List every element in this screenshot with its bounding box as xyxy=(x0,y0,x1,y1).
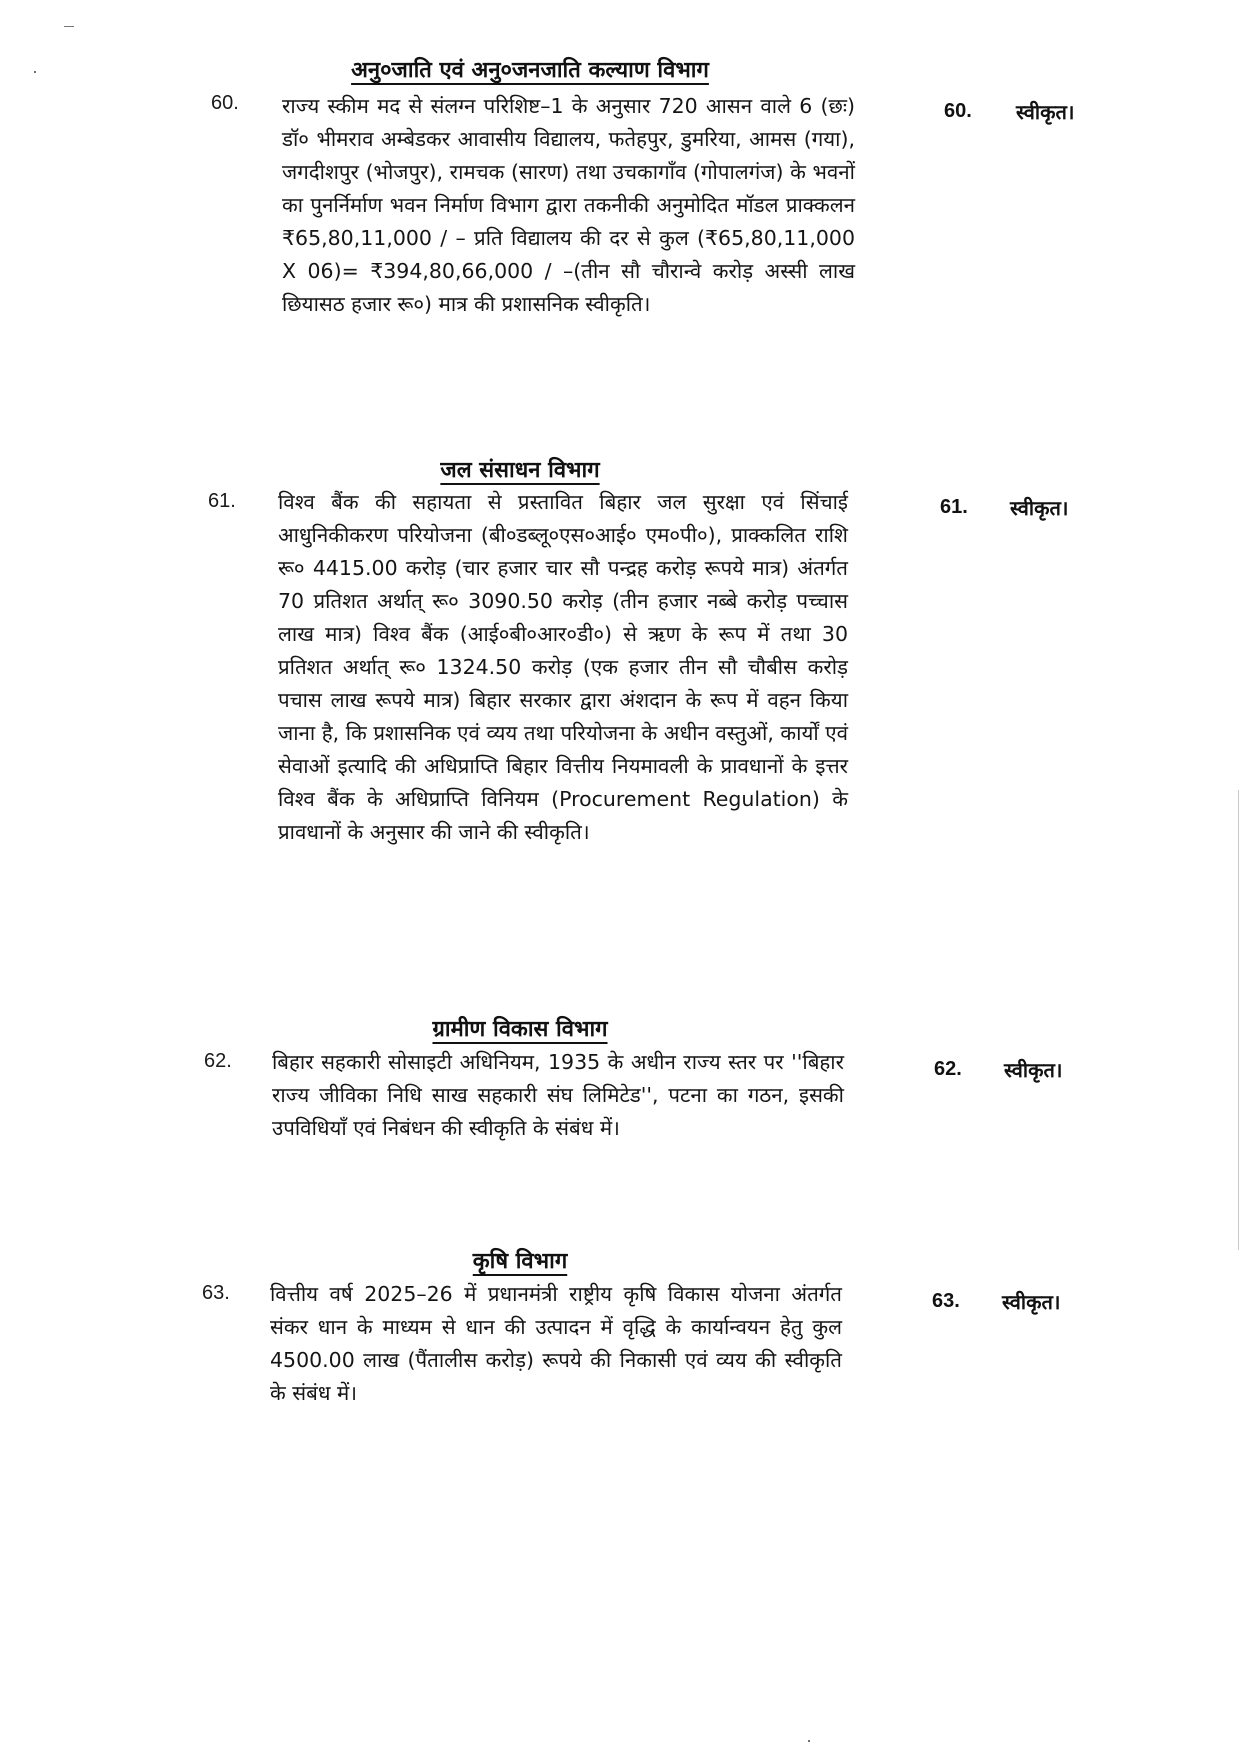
item-description: बिहार सहकारी सोसाइटी अधिनियम, 1935 के अधीन राज्य स्तर पर ''बिहार राज्य जीविका निधि साख सहकारी संघ लिमिटेड'', पटना का गठन, इसकी उपविधियाँ एवं निबंधन की स्वीकृति के संबंध में। xyxy=(272,1050,844,1140)
scan-mark xyxy=(808,1740,810,1742)
decision-status: स्वीकृत। xyxy=(1002,1290,1061,1314)
decision-number: 63. xyxy=(932,1290,960,1312)
decision-number: 62. xyxy=(934,1058,962,1080)
department-heading: जल संसाधन विभाग xyxy=(440,458,600,483)
decision-number: 61. xyxy=(940,496,968,518)
department-heading: कृषि विभाग xyxy=(472,1249,568,1274)
department-heading: अनु०जाति एवं अनु०जनजाति कल्याण विभाग xyxy=(351,58,709,83)
decision-status: स्वीकृत। xyxy=(1016,100,1075,124)
department-heading: ग्रामीण विकास विभाग xyxy=(432,1017,608,1042)
scan-edge xyxy=(1238,790,1239,1250)
item-number: 60. xyxy=(211,92,239,114)
item-number: 61. xyxy=(208,490,236,512)
item-number: 62. xyxy=(204,1050,232,1072)
decision-status: स्वीकृत। xyxy=(1010,496,1069,520)
item-description: विश्व बैंक की सहायता से प्रस्तावित बिहार जल सुरक्षा एवं सिंचाई आधुनिकीकरण परियोजना (बी०डब्लू०एस०आई० एम०पी०), प्राक्कलित राशि रू० 4415.00 करोड़ (चार हजार चार सौ पन्द्रह करोड़ रूपये मात्र) अंतर्गत 70 प्रतिशत अर्थात् रू० 3090.50 करोड़ (तीन हजार नब्बे करोड़ पच्चास लाख मात्र) विश्व बैंक (आई०बी०आर०डी०) से ऋण के रूप में तथा 30 प्रतिशत अर्थात् रू० 1324.50 करोड़ (एक हजार तीन सौ चौबीस करोड़ पचास लाख रूपये मात्र) बिहार सरकार द्वारा अंशदान के रूप में वहन किया जाना है, कि प्रशासनिक एवं व्यय तथा परियोजना के अधीन वस्तुओं, कार्यों एवं सेवाओं इत्यादि की अधिप्राप्ति बिहार वित्तीय नियमावली के प्रावधानों के इत्तर विश्व बैंक के अधिप्राप्ति विनियम (Procurement Regulation) के प्रावधानों के अनुसार की जाने की स्वीकृति। xyxy=(278,490,848,844)
item-number: 63. xyxy=(202,1282,230,1304)
scan-mark xyxy=(64,26,74,27)
decision-number: 60. xyxy=(944,100,972,122)
scan-mark xyxy=(34,71,36,73)
decision-status: स्वीकृत। xyxy=(1004,1058,1063,1082)
item-description: वित्तीय वर्ष 2025–26 में प्रधानमंत्री राष्ट्रीय कृषि विकास योजना अंतर्गत संकर धान के माध्यम से धान की उत्पादन में वृद्धि के कार्यान्वयन हेतु कुल 4500.00 लाख (पैंतालीस करोड़) रूपये की निकासी एवं व्यय की स्वीकृति के संबंध में। xyxy=(270,1282,842,1405)
item-description: राज्य स्कीम मद से संलग्न परिशिष्ट–1 के अनुसार 720 आसन वाले 6 (छः) डॉ० भीमराव अम्बेडकर आवासीय विद्यालय, फतेहपुर, डुमरिया, आमस (गया), जगदीशपुर (भोजपुर), रामचक (सारण) तथा उचकागाँव (गोपालगंज) के भवनों का पुनर्निर्माण भवन निर्माण विभाग द्वारा तकनीकी अनुमोदित मॉडल प्राक्कलन ₹65,80,11,000 / – प्रति विद्यालय की दर से कुल (₹65,80,11,000 X 06)= ₹394,80,66,000 / –(तीन सौ चौरान्वे करोड़ अस्सी लाख छियासठ हजार रू०) मात्र की प्रशासनिक स्वीकृति। xyxy=(282,94,855,316)
